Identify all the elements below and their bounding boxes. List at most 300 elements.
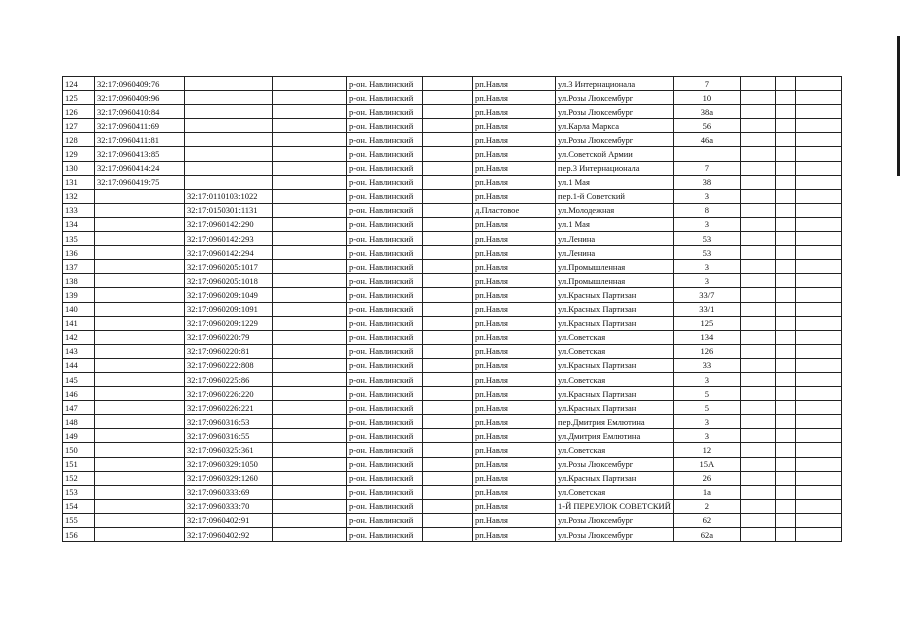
blank-cell [795, 203, 841, 217]
old-cadastral-number-cell [95, 274, 185, 288]
street-cell: ул.Дмитрия Емлютина [556, 429, 674, 443]
blank-cell [740, 415, 775, 429]
cadastral-number-cell: 32:17:0960220:79 [185, 330, 273, 344]
blank-cell [273, 203, 347, 217]
table-row [63, 429, 842, 443]
row-number-cell: 137 [63, 260, 95, 274]
table-row [63, 387, 842, 401]
old-cadastral-number-cell [95, 499, 185, 513]
row-number-cell: 129 [63, 147, 95, 161]
blank-cell [740, 274, 775, 288]
street-cell: пер.1-й Советский [556, 189, 674, 203]
cadastral-number-cell: 32:17:0960205:1018 [185, 274, 273, 288]
cadastral-number-cell [185, 105, 273, 119]
street-cell: ул.Советская [556, 372, 674, 386]
blank-cell [740, 330, 775, 344]
settlement-cell: рп.Навля [473, 161, 556, 175]
blank-cell [273, 499, 347, 513]
table-row [63, 471, 842, 485]
street-cell: ул.Красных Партизан [556, 288, 674, 302]
table-row [63, 217, 842, 231]
house-number-cell: 12 [673, 443, 740, 457]
district-cell: р-он. Навлинский [347, 499, 423, 513]
blank-cell [273, 302, 347, 316]
street-cell: ул.Розы Люксембург [556, 528, 674, 542]
blank-cell [273, 274, 347, 288]
blank-cell [775, 105, 795, 119]
blank-cell [740, 105, 775, 119]
blank-cell [423, 415, 473, 429]
blank-cell [423, 387, 473, 401]
old-cadastral-number-cell: 32:17:0960414:24 [95, 161, 185, 175]
old-cadastral-number-cell [95, 302, 185, 316]
house-number-cell: 33 [673, 358, 740, 372]
blank-cell [775, 217, 795, 231]
blank-cell [273, 91, 347, 105]
cadastral-number-cell: 32:17:0960402:92 [185, 528, 273, 542]
table-row [63, 513, 842, 527]
row-number-cell: 155 [63, 513, 95, 527]
street-cell: ул.3 Интернационала [556, 77, 674, 91]
row-number-cell: 150 [63, 443, 95, 457]
blank-cell [273, 415, 347, 429]
blank-cell [423, 401, 473, 415]
row-number-cell: 151 [63, 457, 95, 471]
table-row [63, 330, 842, 344]
settlement-cell: рп.Навля [473, 443, 556, 457]
street-cell: ул.Красных Партизан [556, 358, 674, 372]
house-number-cell: 38 [673, 175, 740, 189]
old-cadastral-number-cell [95, 457, 185, 471]
blank-cell [423, 429, 473, 443]
street-cell: ул.1 Мая [556, 217, 674, 231]
settlement-cell: рп.Навля [473, 105, 556, 119]
row-number-cell: 134 [63, 217, 95, 231]
house-number-cell: 62 [673, 513, 740, 527]
street-cell: ул.Розы Люксембург [556, 133, 674, 147]
blank-cell [795, 232, 841, 246]
blank-cell [423, 302, 473, 316]
blank-cell [775, 246, 795, 260]
house-number-cell: 3 [673, 372, 740, 386]
house-number-cell: 2 [673, 499, 740, 513]
cadastral-number-cell: 32:17:0960222:808 [185, 358, 273, 372]
blank-cell [423, 316, 473, 330]
blank-cell [795, 77, 841, 91]
row-number-cell: 130 [63, 161, 95, 175]
settlement-cell: рп.Навля [473, 429, 556, 443]
blank-cell [273, 161, 347, 175]
district-cell: р-он. Навлинский [347, 387, 423, 401]
blank-cell [273, 372, 347, 386]
cadastral-number-cell [185, 77, 273, 91]
blank-cell [740, 316, 775, 330]
house-number-cell: 26 [673, 471, 740, 485]
street-cell: ул.Розы Люксембург [556, 513, 674, 527]
old-cadastral-number-cell: 32:17:0960413:85 [95, 147, 185, 161]
district-cell: р-он. Навлинский [347, 105, 423, 119]
blank-cell [795, 415, 841, 429]
old-cadastral-number-cell [95, 189, 185, 203]
blank-cell [740, 175, 775, 189]
blank-cell [423, 513, 473, 527]
blank-cell [775, 316, 795, 330]
blank-cell [740, 77, 775, 91]
old-cadastral-number-cell [95, 528, 185, 542]
district-cell: р-он. Навлинский [347, 302, 423, 316]
blank-cell [740, 499, 775, 513]
blank-cell [423, 119, 473, 133]
blank-cell [775, 330, 795, 344]
street-cell: 1-Й ПЕРЕУЛОК СОВЕТСКИЙ [556, 499, 674, 513]
blank-cell [740, 401, 775, 415]
district-cell: р-он. Навлинский [347, 457, 423, 471]
blank-cell [423, 344, 473, 358]
cadastral-number-cell: 32:17:0960329:1260 [185, 471, 273, 485]
street-cell: ул.Ленина [556, 246, 674, 260]
blank-cell [423, 457, 473, 471]
cadastral-number-cell: 32:17:0960333:70 [185, 499, 273, 513]
old-cadastral-number-cell [95, 513, 185, 527]
table-row [63, 274, 842, 288]
blank-cell [740, 485, 775, 499]
house-number-cell: 5 [673, 387, 740, 401]
blank-cell [423, 274, 473, 288]
blank-cell [273, 147, 347, 161]
blank-cell [423, 77, 473, 91]
blank-cell [273, 77, 347, 91]
row-number-cell: 128 [63, 133, 95, 147]
district-cell: р-он. Навлинский [347, 471, 423, 485]
blank-cell [423, 443, 473, 457]
row-number-cell: 144 [63, 358, 95, 372]
row-number-cell: 136 [63, 246, 95, 260]
house-number-cell: 53 [673, 246, 740, 260]
district-cell: р-он. Навлинский [347, 358, 423, 372]
district-cell: р-он. Навлинский [347, 260, 423, 274]
blank-cell [795, 302, 841, 316]
street-cell: ул.Красных Партизан [556, 387, 674, 401]
blank-cell [775, 274, 795, 288]
settlement-cell: рп.Навля [473, 358, 556, 372]
district-cell: р-он. Навлинский [347, 485, 423, 499]
old-cadastral-number-cell [95, 203, 185, 217]
blank-cell [775, 443, 795, 457]
blank-cell [273, 232, 347, 246]
table-row [63, 415, 842, 429]
house-number-cell: 3 [673, 189, 740, 203]
table-row [63, 499, 842, 513]
old-cadastral-number-cell [95, 387, 185, 401]
blank-cell [795, 499, 841, 513]
house-number-cell: 5 [673, 401, 740, 415]
row-number-cell: 140 [63, 302, 95, 316]
house-number-cell: 46а [673, 133, 740, 147]
old-cadastral-number-cell [95, 471, 185, 485]
house-number-cell: 1а [673, 485, 740, 499]
blank-cell [795, 217, 841, 231]
blank-cell [795, 429, 841, 443]
old-cadastral-number-cell [95, 344, 185, 358]
house-number-cell: 3 [673, 415, 740, 429]
blank-cell [740, 217, 775, 231]
house-number-cell: 3 [673, 274, 740, 288]
settlement-cell: рп.Навля [473, 372, 556, 386]
table-row [63, 175, 842, 189]
district-cell: р-он. Навлинский [347, 274, 423, 288]
blank-cell [795, 330, 841, 344]
district-cell: р-он. Навлинский [347, 161, 423, 175]
street-cell: ул.Розы Люксембург [556, 91, 674, 105]
street-cell: ул.Розы Люксембург [556, 457, 674, 471]
blank-cell [775, 175, 795, 189]
row-number-cell: 142 [63, 330, 95, 344]
district-cell: р-он. Навлинский [347, 429, 423, 443]
house-number-cell: 126 [673, 344, 740, 358]
blank-cell [273, 119, 347, 133]
blank-cell [775, 429, 795, 443]
old-cadastral-number-cell: 32:17:0960410:84 [95, 105, 185, 119]
house-number-cell: 125 [673, 316, 740, 330]
old-cadastral-number-cell: 32:17:0960411:69 [95, 119, 185, 133]
settlement-cell: рп.Навля [473, 147, 556, 161]
settlement-cell: рп.Навля [473, 485, 556, 499]
blank-cell [775, 232, 795, 246]
street-cell: пер.Дмитрия Емлютина [556, 415, 674, 429]
blank-cell [423, 372, 473, 386]
street-cell: ул.Промышленная [556, 260, 674, 274]
district-cell: р-он. Навлинский [347, 401, 423, 415]
blank-cell [740, 232, 775, 246]
district-cell: р-он. Навлинский [347, 189, 423, 203]
blank-cell [740, 189, 775, 203]
blank-cell [775, 302, 795, 316]
old-cadastral-number-cell: 32:17:0960419:75 [95, 175, 185, 189]
blank-cell [273, 217, 347, 231]
district-cell: р-он. Навлинский [347, 232, 423, 246]
house-number-cell: 3 [673, 260, 740, 274]
blank-cell [273, 189, 347, 203]
blank-cell [795, 528, 841, 542]
blank-cell [740, 457, 775, 471]
house-number-cell: 33/7 [673, 288, 740, 302]
table-row [63, 358, 842, 372]
blank-cell [273, 429, 347, 443]
house-number-cell: 134 [673, 330, 740, 344]
table-row [63, 189, 842, 203]
settlement-cell: рп.Навля [473, 232, 556, 246]
blank-cell [423, 471, 473, 485]
blank-cell [740, 528, 775, 542]
district-cell: р-он. Навлинский [347, 443, 423, 457]
row-number-cell: 145 [63, 372, 95, 386]
blank-cell [795, 274, 841, 288]
district-cell: р-он. Навлинский [347, 415, 423, 429]
blank-cell [423, 133, 473, 147]
blank-cell [775, 260, 795, 274]
blank-cell [795, 246, 841, 260]
row-number-cell: 131 [63, 175, 95, 189]
street-cell: ул.Промышленная [556, 274, 674, 288]
district-cell: р-он. Навлинский [347, 513, 423, 527]
table-row [63, 528, 842, 542]
old-cadastral-number-cell [95, 485, 185, 499]
district-cell: р-он. Навлинский [347, 330, 423, 344]
cadastral-number-cell: 32:17:0960220:81 [185, 344, 273, 358]
blank-cell [795, 485, 841, 499]
district-cell: р-он. Навлинский [347, 372, 423, 386]
street-cell: ул.Советской Армии [556, 147, 674, 161]
street-cell: ул.Розы Люксембург [556, 105, 674, 119]
table-row [63, 77, 842, 91]
house-number-cell: 7 [673, 161, 740, 175]
cadastral-number-cell: 32:17:0960209:1049 [185, 288, 273, 302]
district-cell: р-он. Навлинский [347, 217, 423, 231]
settlement-cell: рп.Навля [473, 415, 556, 429]
district-cell: р-он. Навлинский [347, 246, 423, 260]
blank-cell [423, 147, 473, 161]
blank-cell [795, 457, 841, 471]
row-number-cell: 154 [63, 499, 95, 513]
settlement-cell: рп.Навля [473, 133, 556, 147]
table-row [63, 91, 842, 105]
blank-cell [740, 119, 775, 133]
table-row [63, 401, 842, 415]
cadastral-number-cell: 32:17:0960142:290 [185, 217, 273, 231]
table-row [63, 161, 842, 175]
row-number-cell: 125 [63, 91, 95, 105]
row-number-cell: 133 [63, 203, 95, 217]
cadastral-number-cell: 32:17:0960333:69 [185, 485, 273, 499]
old-cadastral-number-cell [95, 429, 185, 443]
street-cell: ул.Карла Маркса [556, 119, 674, 133]
blank-cell [423, 105, 473, 119]
house-number-cell: 56 [673, 119, 740, 133]
page-edge-mark [897, 36, 900, 176]
house-number-cell: 62а [673, 528, 740, 542]
cadastral-number-cell: 32:17:0960209:1229 [185, 316, 273, 330]
blank-cell [423, 330, 473, 344]
blank-cell [423, 260, 473, 274]
blank-cell [740, 358, 775, 372]
old-cadastral-number-cell [95, 260, 185, 274]
blank-cell [795, 189, 841, 203]
district-cell: р-он. Навлинский [347, 316, 423, 330]
street-cell: ул.Ленина [556, 232, 674, 246]
cadastral-number-cell: 32:17:0110103:1022 [185, 189, 273, 203]
cadastral-number-cell [185, 175, 273, 189]
blank-cell [740, 429, 775, 443]
settlement-cell: рп.Навля [473, 457, 556, 471]
cadastral-number-cell: 32:17:0960402:91 [185, 513, 273, 527]
blank-cell [740, 443, 775, 457]
settlement-cell: рп.Навля [473, 471, 556, 485]
blank-cell [775, 372, 795, 386]
old-cadastral-number-cell [95, 246, 185, 260]
blank-cell [795, 161, 841, 175]
street-cell: ул.Советская [556, 330, 674, 344]
cadastral-number-cell [185, 119, 273, 133]
settlement-cell: рп.Навля [473, 344, 556, 358]
blank-cell [273, 175, 347, 189]
settlement-cell: рп.Навля [473, 302, 556, 316]
cadastral-number-cell: 32:17:0960142:293 [185, 232, 273, 246]
row-number-cell: 138 [63, 274, 95, 288]
district-cell: р-он. Навлинский [347, 203, 423, 217]
blank-cell [423, 288, 473, 302]
cadastral-number-cell [185, 147, 273, 161]
table-row [63, 457, 842, 471]
cadastral-number-cell: 32:17:0960329:1050 [185, 457, 273, 471]
settlement-cell: рп.Навля [473, 189, 556, 203]
blank-cell [273, 513, 347, 527]
blank-cell [273, 471, 347, 485]
house-number-cell: 8 [673, 203, 740, 217]
settlement-cell: рп.Навля [473, 246, 556, 260]
cadastral-number-cell: 32:17:0960226:220 [185, 387, 273, 401]
blank-cell [423, 161, 473, 175]
blank-cell [740, 91, 775, 105]
table-row [63, 443, 842, 457]
blank-cell [273, 485, 347, 499]
blank-cell [795, 387, 841, 401]
row-number-cell: 152 [63, 471, 95, 485]
blank-cell [775, 528, 795, 542]
row-number-cell: 139 [63, 288, 95, 302]
blank-cell [740, 246, 775, 260]
cadastral-number-cell [185, 133, 273, 147]
old-cadastral-number-cell: 32:17:0960409:76 [95, 77, 185, 91]
district-cell: р-он. Навлинский [347, 133, 423, 147]
blank-cell [740, 372, 775, 386]
blank-cell [740, 302, 775, 316]
row-number-cell: 127 [63, 119, 95, 133]
street-cell: ул.Красных Партизан [556, 401, 674, 415]
cadastral-number-cell: 32:17:0960142:294 [185, 246, 273, 260]
blank-cell [423, 485, 473, 499]
blank-cell [795, 372, 841, 386]
street-cell: ул.Советская [556, 443, 674, 457]
district-cell: р-он. Навлинский [347, 344, 423, 358]
blank-cell [775, 288, 795, 302]
blank-cell [740, 344, 775, 358]
old-cadastral-number-cell [95, 288, 185, 302]
blank-cell [273, 443, 347, 457]
cadastral-number-cell: 32:17:0960209:1091 [185, 302, 273, 316]
blank-cell [740, 288, 775, 302]
table-row [63, 246, 842, 260]
blank-cell [795, 513, 841, 527]
old-cadastral-number-cell: 32:17:0960411:81 [95, 133, 185, 147]
row-number-cell: 148 [63, 415, 95, 429]
old-cadastral-number-cell [95, 217, 185, 231]
row-number-cell: 143 [63, 344, 95, 358]
blank-cell [740, 161, 775, 175]
settlement-cell: рп.Навля [473, 91, 556, 105]
cadastral-number-cell: 32:17:0960316:55 [185, 429, 273, 443]
house-number-cell: 53 [673, 232, 740, 246]
blank-cell [795, 119, 841, 133]
settlement-cell: рп.Навля [473, 274, 556, 288]
settlement-cell: рп.Навля [473, 499, 556, 513]
blank-cell [775, 161, 795, 175]
blank-cell [273, 344, 347, 358]
table-row [63, 260, 842, 274]
registry-table [62, 76, 842, 542]
blank-cell [423, 232, 473, 246]
blank-cell [273, 105, 347, 119]
blank-cell [423, 246, 473, 260]
